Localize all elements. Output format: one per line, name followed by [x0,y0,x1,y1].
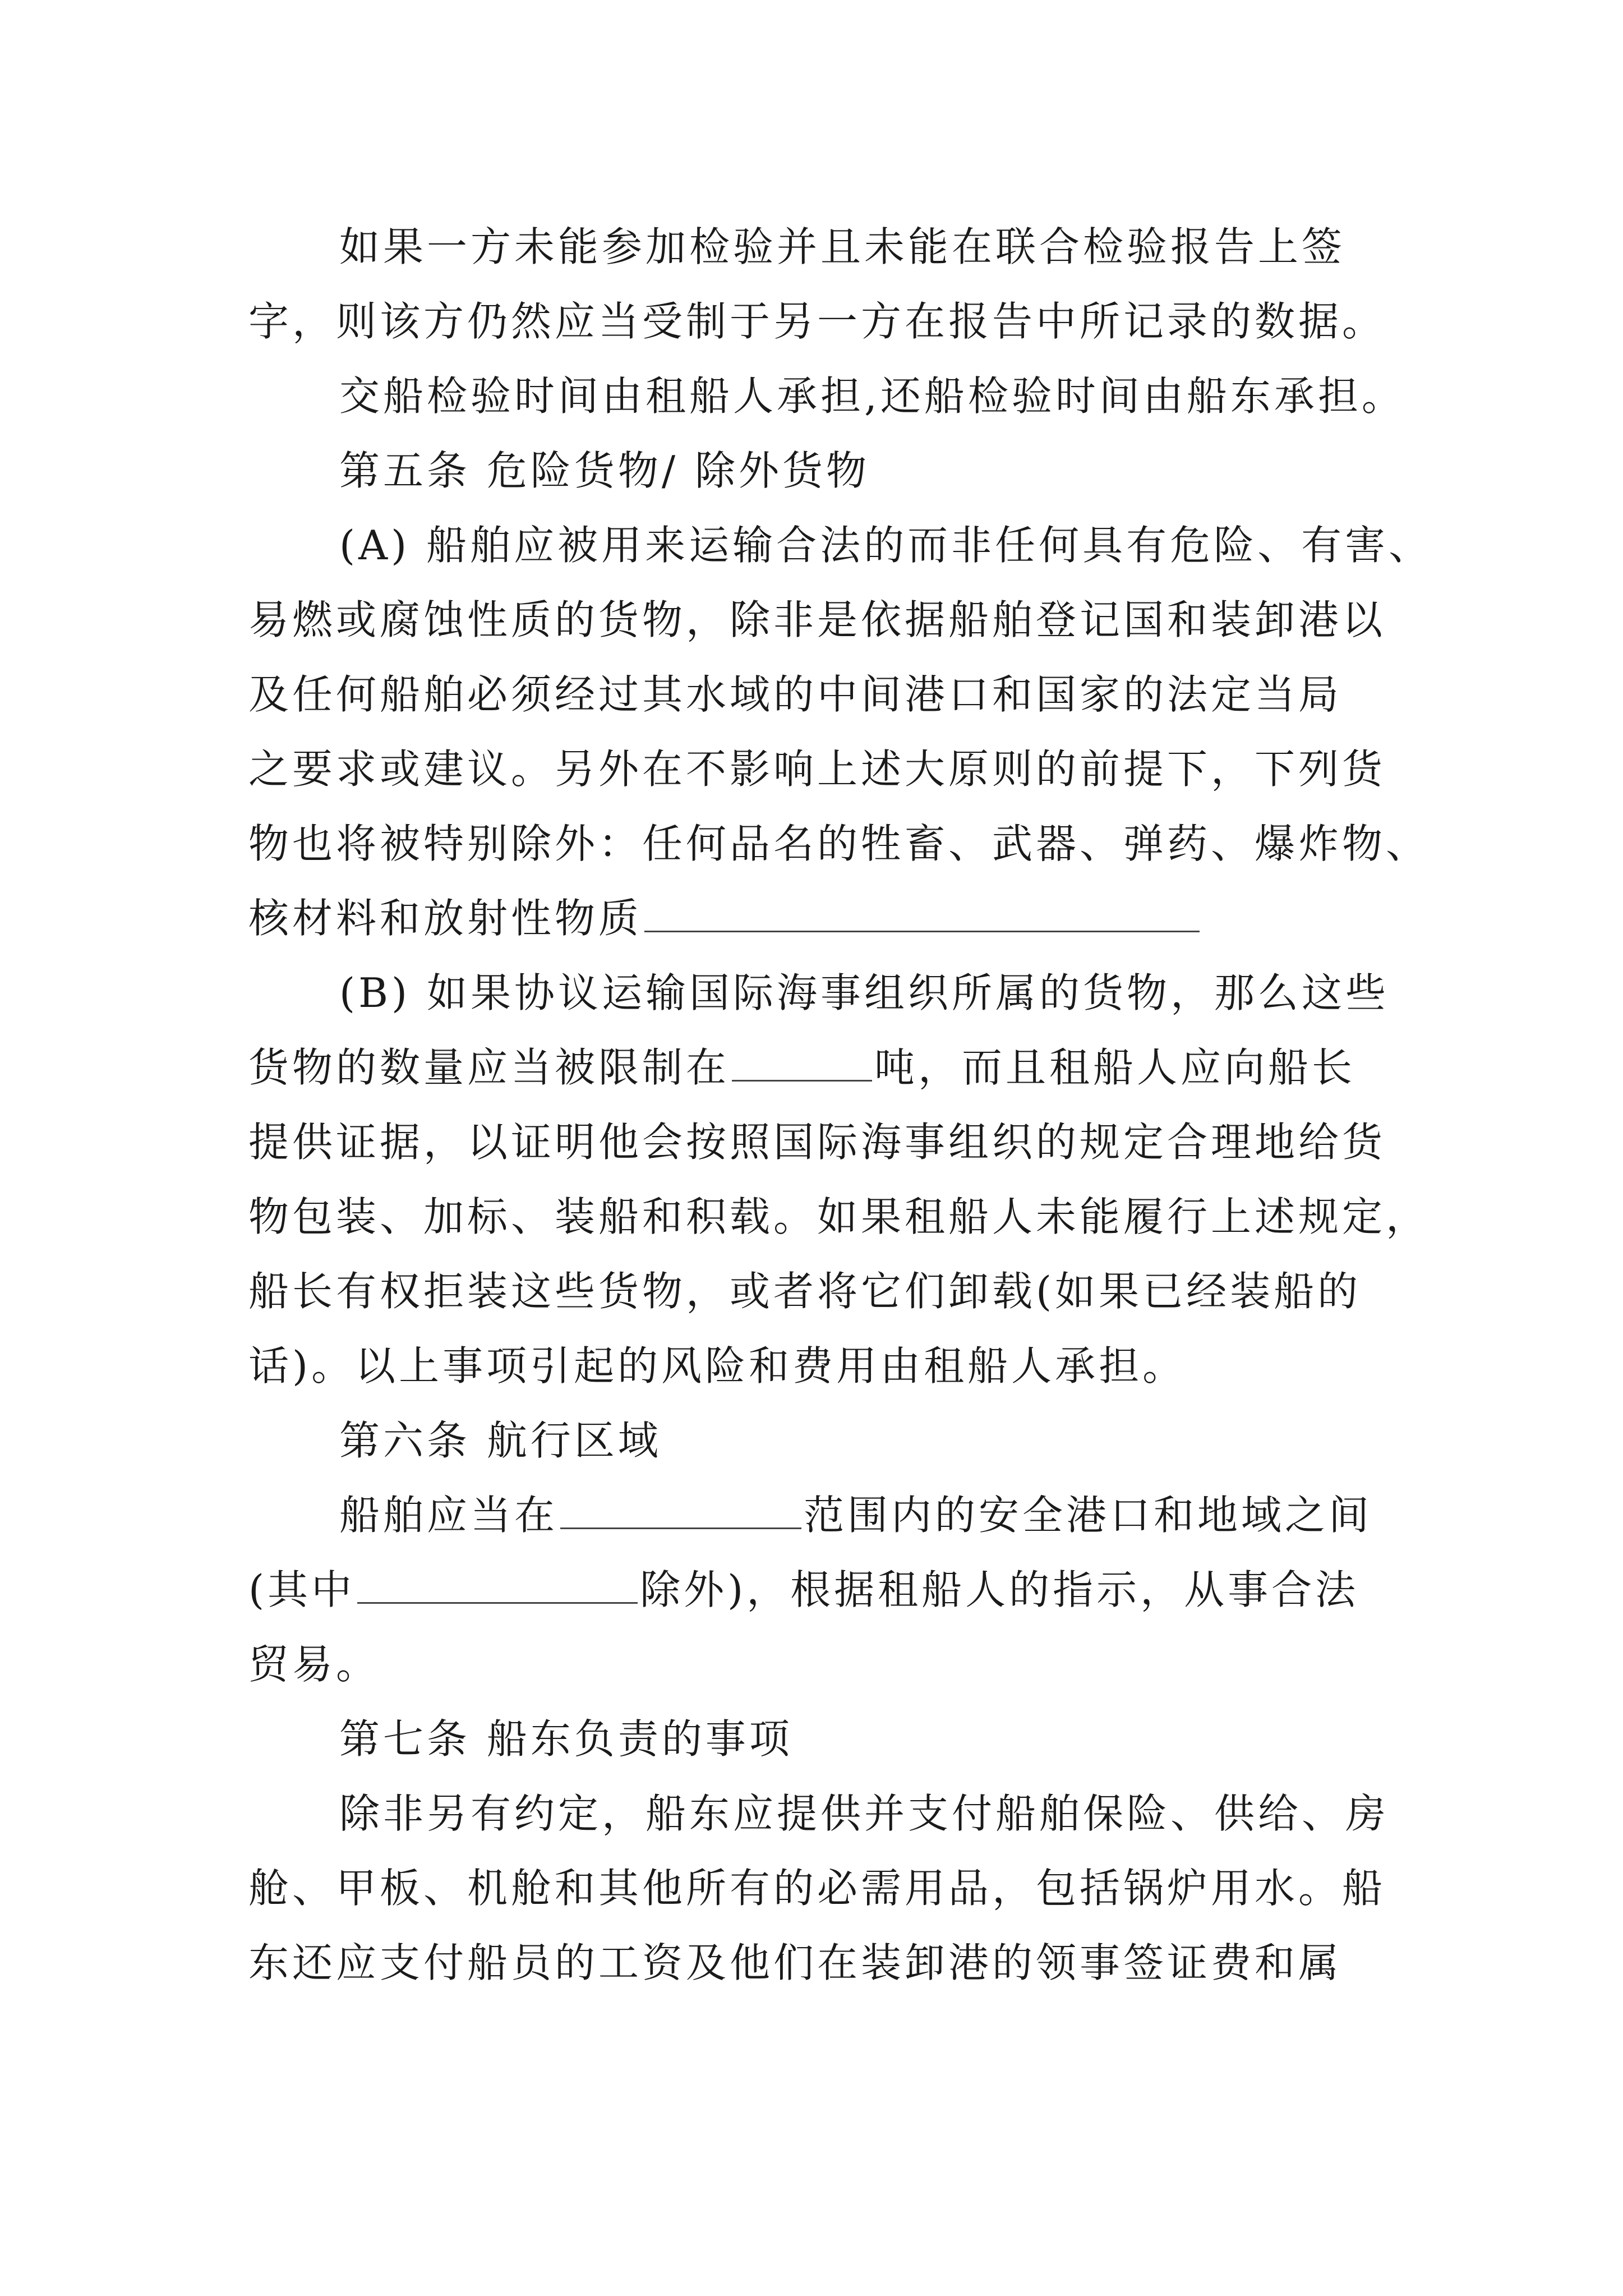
line-text-after: 范围内的安全港口和地域之间 [804,1492,1373,1539]
section-heading-article-5: 第五条 危险货物/ 除外货物 [339,447,870,494]
paragraph-line: 及任何船舶必须经过其水域的中间港口和国家的法定当局 [248,671,1343,718]
paragraph-line: 船长有权拒装这些货物，或者将它们卸载(如果已经装船的 [248,1268,1362,1315]
paragraph-line [248,1563,1359,1617]
paragraph-line: 物也将被特别除外：任何品名的牲畜、武器、弹药、爆炸物、 [248,820,1430,867]
fill-in-blank[interactable] [644,897,1200,932]
line-text-after: 除外)，根据租船人的指示，从事合法 [640,1566,1359,1613]
paragraph-line: (B) 如果协议运输国际海事组织所属的货物，那么这些 [339,969,1389,1016]
section-heading-article-7: 第七条 船东负责的事项 [339,1715,793,1763]
paragraph-line: 易燃或腐蚀性质的货物，除非是依据船舶登记国和装卸港以 [248,596,1386,643]
line-text: 核材料和放射性物质 [248,895,643,942]
paragraph-line: 话)。以上事项引起的风险和费用由租船人承担。 [248,1342,1187,1389]
paragraph-line: 交船检验时间由租船人承担,还船检验时间由船东承担。 [339,372,1405,420]
paragraph-line: 字，则该方仍然应当受制于另一方在报告中所记录的数据。 [248,298,1386,345]
paragraph-line: 贸易。 [248,1641,380,1688]
paragraph-line: 提供证据，以证明他会按照国际海事组织的规定合理地给货 [248,1119,1386,1166]
paragraph-line: 物包装、加标、装船和积载。如果租船人未能履行上述规定， [248,1193,1430,1240]
paragraph-line: 之要求或建议。另外在不影响上述大原则的前提下，下列货 [248,746,1386,793]
paragraph-line [248,891,1202,945]
paragraph-line: 除非另有约定，船东应提供并支付船舶保险、供给、房 [339,1790,1390,1837]
line-text-after: 吨，而且租船人应向船长 [874,1044,1356,1091]
paragraph-line [339,1488,1372,1542]
line-text-before: 货物的数量应当被限制在 [248,1044,730,1091]
section-heading-article-6: 第六条 航行区域 [339,1417,662,1464]
paragraph-line: 舱、甲板、机舱和其他所有的必需用品，包括锅炉用水。船 [248,1865,1386,1912]
fill-in-blank[interactable] [560,1494,801,1529]
line-text-before: 船舶应当在 [339,1492,559,1539]
paragraph-line: 东还应支付船员的工资及他们在装卸港的领事签证费和属 [248,1939,1343,1986]
paragraph-line: 如果一方未能参加检验并且未能在联合检验报告上签 [339,223,1346,270]
paragraph-line [248,1041,1355,1094]
fill-in-blank[interactable] [357,1568,638,1604]
paragraph-line: (A) 船舶应被用来运输合法的而非任何具有危险、有害、 [339,522,1433,569]
fill-in-blank[interactable] [732,1046,872,1082]
line-text-before: (其中 [248,1566,356,1613]
